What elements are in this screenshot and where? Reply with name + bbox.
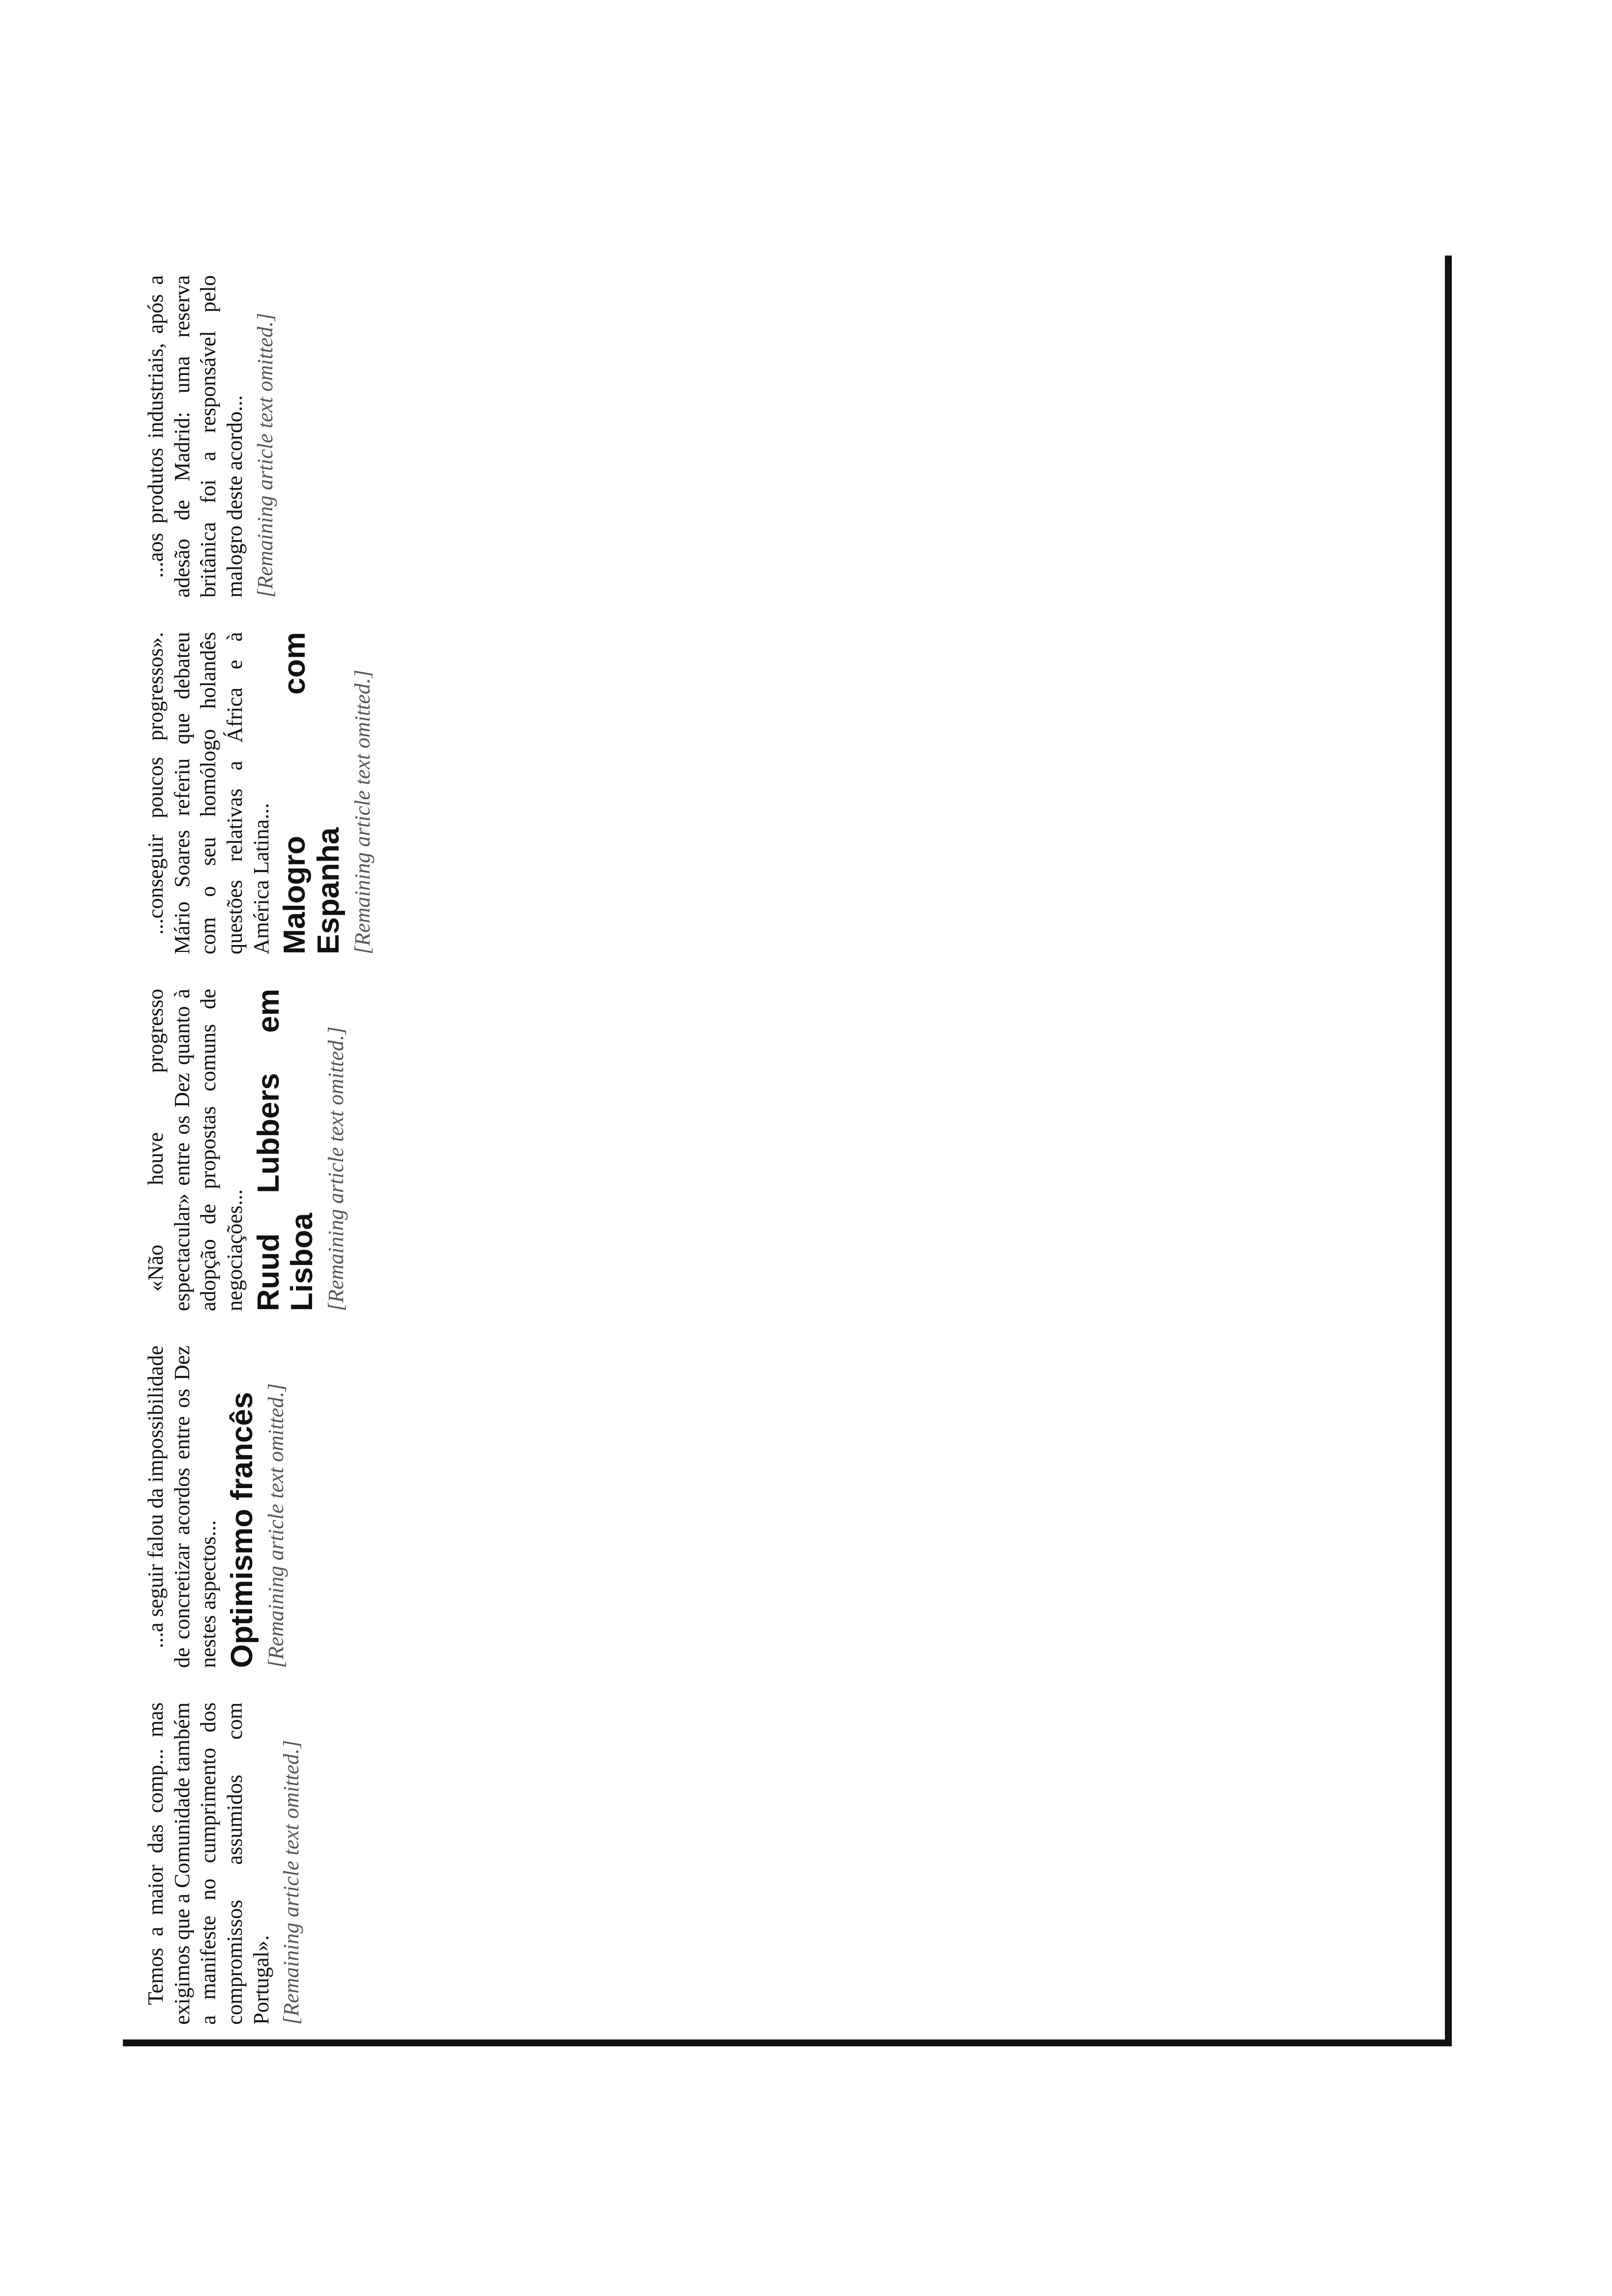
omitted-text-note: [Remaining article text omitted.] <box>279 1740 304 2025</box>
top-border-rule <box>1445 256 1452 2044</box>
excerpt-col5: ...aos produtos industriais, após a adesão de Madrid: uma reserva britânica foi a responsável pelo malogro deste acordo... <box>144 275 247 598</box>
omitted-text-note: [Remaining article text omitted.] <box>324 1026 348 1311</box>
rotated-article <box>123 256 1410 2044</box>
excerpt-col2: ...a seguir falou da impossibilidade de concretizar acordos entre os Dez nestes aspectos... <box>144 1346 221 1668</box>
omitted-text-note: [Remaining article text omitted.] <box>253 313 277 598</box>
column-2 <box>143 1346 1391 1668</box>
excerpt-col3: «Não houve progresso espectacular» entre os Dez quanto à adopção de propostas comuns de negociações... <box>144 989 247 1311</box>
subhead-malogro: Malogro com Espanha <box>278 632 345 954</box>
omitted-text-note: [Remaining article text omitted.] <box>350 669 374 954</box>
article-columns <box>143 275 1391 2025</box>
column-1 <box>143 1702 1391 2025</box>
subhead-lubbers: Ruud Lubbers em Lisboa <box>251 989 319 1311</box>
excerpt-col1: Temos a maior das comp... mas exigimos que a Comunidade também a manifeste no cumprimento dos compromissos assumidos com Portugal». <box>144 1702 273 2025</box>
subhead-optimismo: Optimismo francês <box>225 1392 259 1668</box>
column-3 <box>143 989 1391 1311</box>
excerpt-col4: ...conseguir poucos progressos». Mário Soares referiu que debateu com o seu homólogo holandês questões relativas a África e à América Latina... <box>144 632 273 954</box>
column-4 <box>143 632 1391 954</box>
column-5 <box>143 275 1391 598</box>
omitted-text-note: [Remaining article text omitted.] <box>264 1383 288 1668</box>
